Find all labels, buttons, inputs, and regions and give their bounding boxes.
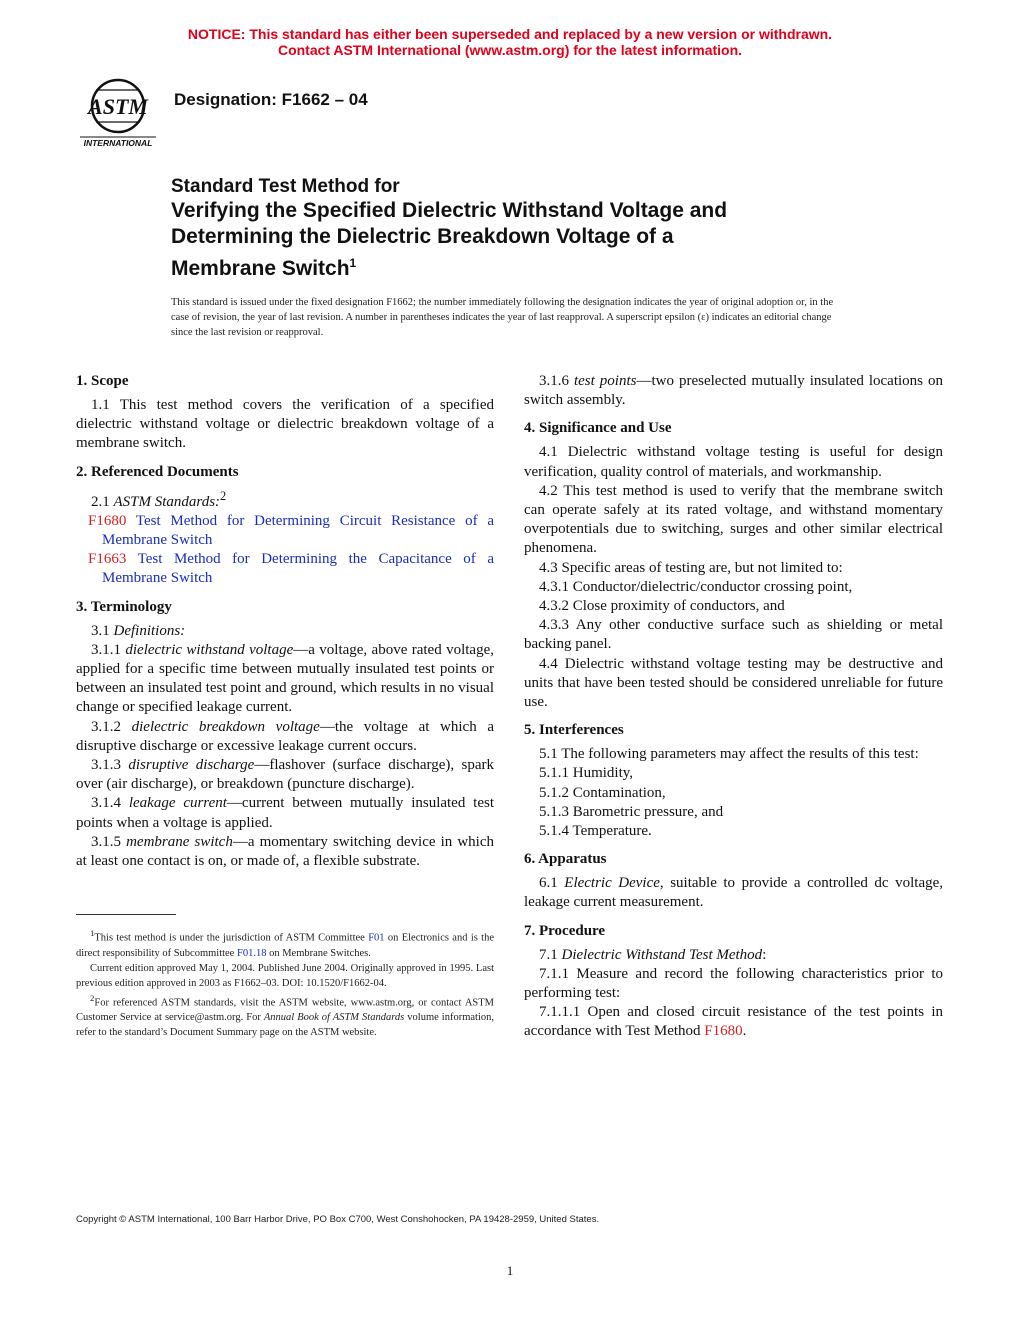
left-column (76, 372, 494, 871)
para-text: 7.1.1.1 Open and closed circuit resistance of the test points in accordance with Test Method (524, 1004, 943, 1040)
withdrawal-notice (0, 26, 1020, 58)
def-text: —current between mutually insulated test points when a voltage is applied. (76, 795, 495, 831)
right-column (524, 372, 943, 1042)
para-7-1-1-1 (524, 1003, 943, 1041)
logo-letters: ASTM (88, 94, 148, 119)
section-6-heading: 6. Apparatus (524, 851, 607, 868)
para-4-3-1: 4.3.1 Conductor/dielectric/conductor crossing point, (539, 578, 853, 595)
para-end: . (742, 1023, 747, 1040)
para-5-1-1: 5.1.1 Humidity, (539, 765, 634, 782)
def-text: —a voltage, above rated voltage, applied for a specific time between mutually insulated test points or between an insulated test point and ground, which results in no visual change or specified leakage current. (76, 641, 494, 716)
footnote-rule (76, 914, 176, 915)
def-3-1-2 (76, 718, 494, 756)
title-line-3: Determining the Dielectric Breakdown Voltage of a (171, 225, 674, 248)
para-5-1-3: 5.1.3 Barometric pressure, and (539, 803, 724, 820)
footnote-edition: Current edition approved May 1, 2004. Published June 2004. Originally approved in 1995. Last previous edition approved in 2003 as F1662–03. DOI: 10.1520/F1662-04. (76, 962, 494, 989)
notice-line-1: NOTICE: This standard has either been superseded and replaced by a new version or withdrawn. (187, 26, 833, 42)
ref-f1663-code[interactable]: F1663 (88, 551, 127, 568)
para-4-4: 4.4 Dielectric withstand voltage testing may be destructive and units that have been tested should be considered unreliable for future use. (524, 655, 943, 711)
ref-f1680-code[interactable]: F1680 (88, 512, 127, 529)
notice-line-2: Contact ASTM International (www.astm.org) for the latest information. (277, 42, 743, 58)
footnote-1 (76, 926, 494, 961)
def-num: 3.1.1 (91, 641, 126, 658)
footnote-text: For referenced ASTM standards, visit the ASTM website, www.astm.org, or contact ASTM Customer Service at service@astm.org. For (76, 997, 494, 1023)
ref-f1663[interactable] (76, 550, 494, 588)
def-num: 3.1.4 (91, 795, 129, 812)
section-4-heading: 4. Significance and Use (524, 420, 672, 437)
ref-f1663-title[interactable]: Test Method for Determining the Capacitance of a Membrane Switch (102, 551, 494, 587)
def-text: —the voltage at which a disruptive discharge or excessive leakage current occurs. (76, 718, 494, 754)
para-5-1-4: 5.1.4 Temperature. (539, 823, 652, 840)
section-3-heading: 3. Terminology (76, 598, 172, 615)
def-term: dielectric breakdown voltage (131, 718, 320, 735)
def-term: dielectric withstand voltage (125, 641, 294, 658)
ref-f1680-title[interactable]: Test Method for Determining Circuit Resistance of a Membrane Switch (102, 512, 494, 549)
para-7-1-1: 7.1.1 Measure and record the following characteristics prior to performing test: (524, 965, 943, 1002)
para-colon: : (762, 946, 767, 963)
astm-logo-icon (76, 76, 160, 150)
para-4-3-3: 4.3.3 Any other conductive surface such as shielding or metal backing panel. (524, 617, 943, 653)
para-text: , suitable to provide a controlled dc voltage, leakage current measurement. (524, 875, 944, 911)
title-line-4: Membrane Switch (171, 257, 350, 280)
section-2-heading: 2. Referenced Documents (76, 463, 239, 480)
para-4-3-2: 4.3.2 Close proximity of conductors, and (539, 598, 785, 615)
para-2-1-num: 2.1 (91, 493, 114, 510)
title-line-2: Verifying the Specified Dielectric Withstand Voltage and (171, 199, 728, 222)
footnote-italic: Annual Book of ASTM Standards (263, 1012, 405, 1023)
para-term: Dielectric Withstand Test Method (561, 946, 763, 963)
def-3-1-6 (524, 372, 943, 410)
astm-standards-label: ASTM Standards: (113, 493, 221, 510)
title-footnote-mark: 1 (349, 256, 357, 270)
para-4-3: 4.3 Specific areas of testing are, but not limited to: (539, 559, 843, 576)
def-text: —a momentary switching device in which at least one contact is on, or made of, a flexible substrate. (76, 833, 494, 870)
def-num: 3.1.3 (91, 757, 129, 774)
document-title (171, 176, 871, 282)
definitions-label: Definitions: (113, 622, 186, 639)
def-3-1-5 (76, 833, 494, 871)
footnote-2-mark: 2 (220, 488, 227, 503)
footnote-text: on Membrane Switches. (266, 947, 371, 959)
para-6-1 (524, 874, 943, 912)
designation: Designation: F1662 – 04 (174, 90, 368, 109)
footnote-2 (76, 991, 494, 1041)
para-3-1 (76, 622, 494, 641)
para-1-1: 1.1 This test method covers the verification of a specified dielectric withstand voltage or dielectric breakdown voltage of a membrane switch. (76, 397, 494, 452)
para-term: Electric Device (564, 875, 660, 892)
section-1-heading: 1. Scope (76, 373, 129, 389)
footnote-text: volume information, refer to the standard’s Document Summary page on the ASTM website. (76, 1012, 494, 1038)
para-num: 6.1 (539, 875, 565, 892)
ref-f1680-inline[interactable]: F1680 (704, 1023, 743, 1040)
def-text: —flashover (surface discharge), spark over (air discharge), or breakdown (puncture discharge). (76, 757, 495, 793)
footnotes (76, 926, 494, 1040)
para-5-1-2: 5.1.2 Contamination, (539, 784, 666, 801)
para-4-1: 4.1 Dielectric withstand voltage testing is useful for design verification, quality control of materials, and workmanship. (524, 444, 943, 480)
def-3-1-3 (76, 756, 494, 794)
para-num: 7.1 (539, 946, 562, 963)
para-7-1 (524, 946, 943, 965)
astm-logo (76, 76, 160, 150)
def-3-1-1 (76, 641, 494, 718)
footnote-text: This test method is under the jurisdiction of ASTM Committee (94, 932, 369, 944)
def-num: 3.1.5 (91, 833, 127, 850)
logo-international: INTERNATIONAL (83, 138, 153, 148)
section-7-heading: 7. Procedure (524, 922, 606, 939)
footnote-2-mark: 2 (90, 992, 95, 1003)
title-line-1: Standard Test Method for (171, 176, 400, 197)
para-3-1-num: 3.1 (91, 622, 114, 639)
def-term: test points (573, 373, 637, 389)
subcommittee-f01-18-link[interactable]: F01.18 (236, 947, 267, 959)
def-term: leakage current (128, 795, 227, 812)
footnote-text: on Electronics and is the direct responsibility of Subcommittee (76, 932, 494, 959)
ref-f1680[interactable] (76, 512, 494, 550)
para-4-2: 4.2 This test method is used to verify that the membrane switch can operate safely at its rated voltage, and withstand momentary overpotentials due to switching, surges and other similar electrical phenomena. (524, 482, 943, 557)
preamble: This standard is issued under the fixed designation F1662; the number immediately following the designation indicates the year of original adoption or, in the case of revision, the year of last revision. A number in parentheses indicates the year of last reapproval. A superscript epsilon (ε) indicates an editorial change since the last revision or reapproval. (171, 297, 834, 338)
copyright: Copyright © ASTM International, 100 Barr Harbor Drive, PO Box C700, West Conshohocken, PA 19428-2959, United States. (76, 1214, 600, 1225)
committee-f01-link[interactable]: F01 (368, 932, 385, 944)
para-5-1: 5.1 The following parameters may affect the results of this test: (539, 746, 919, 763)
def-num: 3.1.6 (539, 373, 574, 389)
def-num: 3.1.2 (91, 718, 132, 735)
def-text: —two preselected mutually insulated locations on switch assembly. (524, 373, 943, 409)
def-term: membrane switch (126, 833, 233, 850)
def-3-1-4 (76, 794, 494, 832)
para-2-1 (76, 487, 494, 512)
page-number: 1 (506, 1263, 514, 1278)
footnote-1-mark: 1 (90, 928, 95, 938)
def-term: disruptive discharge (128, 757, 255, 774)
section-5-heading: 5. Interferences (524, 722, 624, 739)
